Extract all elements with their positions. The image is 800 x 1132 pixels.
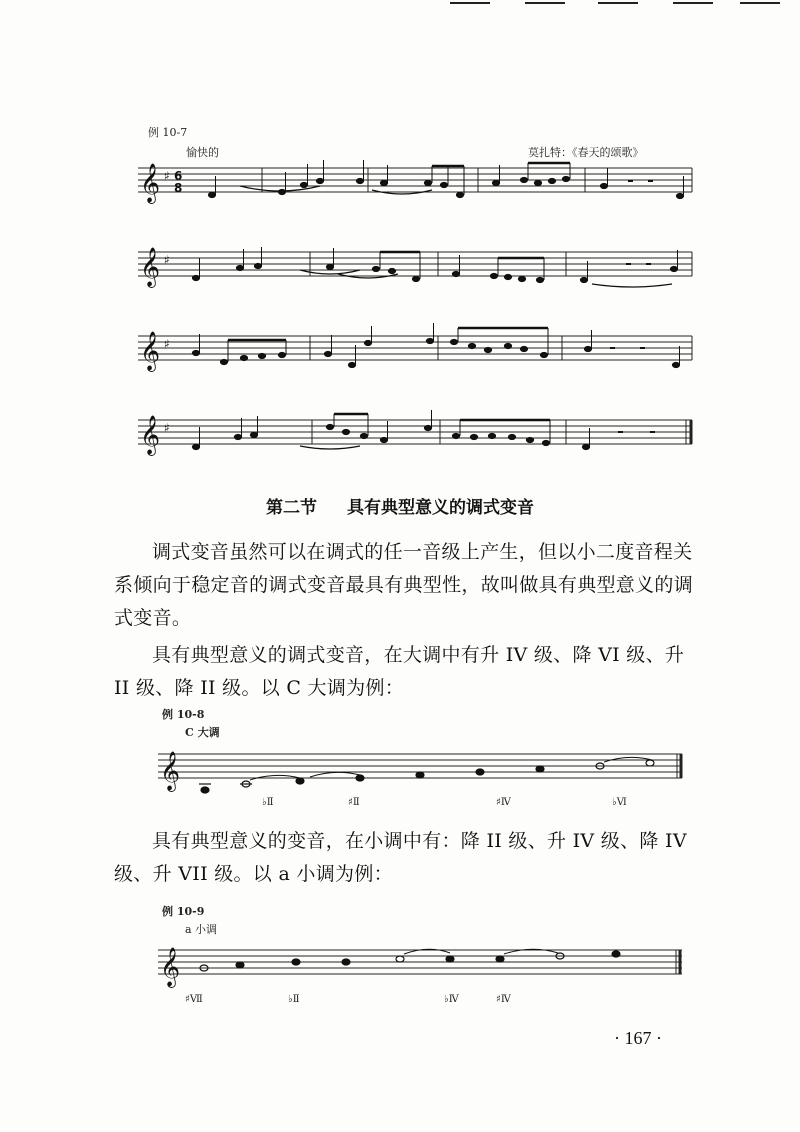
treble-clef-icon: 𝄞 [140, 415, 161, 455]
paragraph-3: 具有典型意义的变音，在小调中有：降 II 级、升 IV 级、降 IV 级、升 VII 级。以 a 小调为例： [114, 830, 687, 885]
staff-system-4 [138, 420, 692, 444]
example-10-9-key: a 小调 [185, 923, 218, 936]
example-10-9-label: 例 10-9 [162, 905, 205, 918]
example-10-7-score [0, 0, 800, 470]
section-heading [0, 493, 800, 518]
marker-sharp-2: ♯Ⅱ [348, 797, 360, 808]
marker-flat-2: ♭Ⅱ [288, 994, 300, 1005]
marker-flat-6: ♭Ⅵ [612, 797, 627, 808]
sharp-icon: ♯ [164, 421, 170, 435]
time-signature: 6 [174, 169, 183, 183]
section-title: 具有典型意义的调式变音 [346, 498, 534, 518]
sharp-icon: ♯ [164, 337, 170, 351]
staff-system-2 [138, 252, 692, 276]
marker-flat-2: ♭Ⅱ [262, 797, 274, 808]
page-number: · 167 · [614, 1028, 662, 1048]
time-signature: 8 [174, 181, 183, 195]
composer-credit: 莫扎特：《春天的颂歌》 [528, 146, 644, 159]
sharp-icon: ♯ [164, 169, 170, 183]
example-10-8-key: C 大调 [185, 726, 220, 739]
example-10-7-label: 例 10-7 [148, 126, 188, 139]
treble-clef-icon: 𝄞 [140, 163, 161, 203]
marker-sharp-4: ♯Ⅳ [496, 797, 511, 808]
treble-clef-icon: 𝄞 [140, 247, 161, 287]
paragraph-2: 具有典型意义的调式变音，在大调中有升 IV 级、降 VI 级、升 II 级、降 II 级。以 C 大调为例： [114, 644, 685, 699]
section-number: 第二节 [266, 498, 318, 518]
treble-clef-icon: 𝄞 [160, 947, 181, 987]
paragraph-1: 调式变音虽然可以在调式的任一音级上产生，但以小二度音程关系倾向于稳定音的调式变音最具有典型性，故叫做具有典型意义的调式变音。 [114, 541, 694, 629]
marker-sharp-7: ♯Ⅶ [185, 994, 203, 1005]
staff-system-3 [138, 336, 692, 360]
example-10-8-label: 例 10-8 [162, 708, 205, 721]
treble-clef-icon: 𝄞 [160, 751, 181, 791]
sharp-icon: ♯ [164, 253, 170, 267]
tempo-marking: 愉快的 [186, 146, 219, 159]
marker-sharp-4: ♯Ⅳ [496, 994, 511, 1005]
example-10-8-score [0, 744, 800, 814]
staff-system-1 [138, 168, 692, 192]
example-10-9-score [0, 940, 800, 1000]
marker-flat-4: ♭Ⅳ [444, 994, 459, 1005]
treble-clef-icon: 𝄞 [140, 331, 161, 371]
